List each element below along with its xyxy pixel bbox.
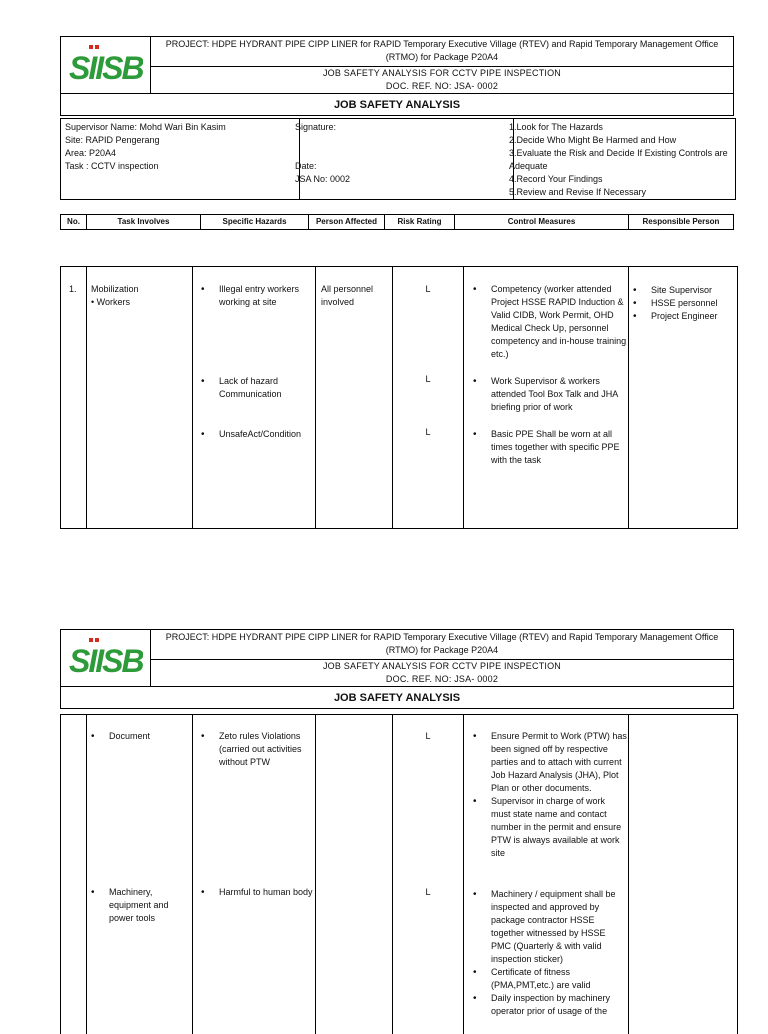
- jsa-table-row-2: [60, 714, 738, 1034]
- control-item: • Work Supervisor & workers attended Tool Box Talk and JHA briefing prior of work: [471, 375, 627, 414]
- control-list: [471, 375, 627, 414]
- control-list: [471, 283, 627, 361]
- person-affected: All personnel involved: [321, 284, 374, 307]
- control-list: [471, 730, 627, 860]
- control-list: [471, 888, 627, 1018]
- doc-ref: DOC. REF. NO: JSA- 0002: [385, 674, 499, 684]
- project-title: PROJECT: HDPE HYDRANT PIPE CIPP LINER for RAPID Temporary Executive Village (RTEV) and Rapid Temporary Management Office (RTMO) for Package P20A4: [151, 37, 733, 67]
- hazard-list: [199, 375, 313, 401]
- task-list: [89, 730, 191, 743]
- control-item: • Supervisor in charge of work must state name and contact number in the permit and ensure PTW is always available at work site: [471, 795, 627, 860]
- svg-text:SIISB: SIISB: [69, 643, 143, 679]
- document-header: [60, 36, 734, 116]
- hazard-item: • Illegal entry workers working at site: [199, 283, 313, 309]
- task-title: Mobilization: [91, 284, 139, 294]
- doc-ref: DOC. REF. NO: JSA- 0002: [385, 81, 499, 91]
- step-item: 3.Evaluate the Risk and Decide If Existing Controls are Adequate: [509, 148, 728, 171]
- jsa-title: JOB SAFETY ANALYSIS: [61, 93, 733, 116]
- risk-rating: L: [425, 284, 431, 294]
- hazard-list: [199, 428, 313, 441]
- table-column-headers: [60, 214, 734, 230]
- hazard-list: [199, 886, 313, 899]
- jsa-subtitle: JOB SAFETY ANALYSIS FOR CCTV PIPE INSPECTION: [322, 661, 562, 671]
- area-name: Area: P20A4: [65, 148, 117, 158]
- col-person: Person Affected: [309, 215, 385, 229]
- jsa-subtitle: JOB SAFETY ANALYSIS FOR CCTV PIPE INSPECTION: [322, 68, 562, 78]
- col-no: No.: [61, 215, 87, 229]
- project-title: PROJECT: HDPE HYDRANT PIPE CIPP LINER for RAPID Temporary Executive Village (RTEV) and Rapid Temporary Management Office (RTMO) for Package P20A4: [151, 630, 733, 660]
- site-name: Site: RAPID Pengerang: [65, 135, 160, 145]
- svg-text:SIISB: SIISB: [69, 50, 143, 86]
- info-steps-col: [505, 119, 735, 199]
- col-controls: Control Measures: [455, 215, 629, 229]
- control-item: • Competency (worker attended Project HSSE RAPID Induction & Valid CIDB, Work Permit, OHD Medical Check Up, personnel competency and in-house training etc.): [471, 283, 627, 361]
- task-item: • Workers: [91, 297, 130, 307]
- col-responsible: Responsible Person: [642, 217, 720, 226]
- hazard-list: [199, 730, 313, 769]
- risk-rating: L: [425, 427, 431, 437]
- responsible-item: • Project Engineer: [631, 310, 737, 323]
- step-item: 5.Review and Revise If Necessary: [509, 187, 647, 197]
- step-item: 1.Look for The Hazards: [509, 122, 603, 132]
- control-item: • Daily inspection by machinery operator prior of usage of the: [471, 992, 627, 1018]
- jsa-title: JOB SAFETY ANALYSIS: [61, 686, 733, 709]
- responsible-item: • HSSE personnel: [631, 297, 737, 310]
- risk-rating: L: [425, 887, 431, 897]
- info-block: [60, 118, 736, 200]
- col-risk: Risk Rating: [385, 215, 455, 229]
- step-item: 2.Decide Who Might Be Harmed and How: [509, 135, 677, 145]
- step-item: 4.Record Your Findings: [509, 174, 603, 184]
- jsa-no: JSA No: 0002: [295, 174, 351, 184]
- company-logo: [61, 37, 151, 93]
- control-item: • Ensure Permit to Work (PTW) has been signed off by respective parties and to attach with current Job Hazard Analysis (JHA), Plot Plan or other documents.: [471, 730, 627, 795]
- control-list: [471, 428, 627, 467]
- task-name: Task : CCTV inspection: [65, 161, 159, 171]
- info-supervisor-col: [61, 119, 300, 199]
- doc-subtitle: [151, 65, 733, 95]
- hazard-item: • Zeto rules Violations (carried out activities without PTW: [199, 730, 313, 769]
- date-label: Date:: [295, 161, 317, 171]
- responsible-item: • Site Supervisor: [631, 284, 737, 297]
- info-signature-col: [291, 119, 514, 199]
- hazard-item: • Harmful to human body: [199, 886, 313, 899]
- control-item: • Basic PPE Shall be worn at all times together with specific PPE with the task: [471, 428, 627, 467]
- col-hazards: Specific Hazards: [201, 215, 309, 229]
- hazard-list: [199, 283, 313, 309]
- risk-rating: L: [425, 374, 431, 384]
- task-item: • Machinery, equipment and power tools: [89, 886, 191, 925]
- hazard-item: • UnsafeAct/Condition: [199, 428, 313, 441]
- company-logo: [61, 630, 151, 686]
- hazard-item: • Lack of hazard Communication: [199, 375, 313, 401]
- jsa-table-row-1: [60, 266, 738, 529]
- supervisor-name: Supervisor Name: Mohd Wari Bin Kasim: [65, 122, 226, 132]
- task-item: • Document: [89, 730, 191, 743]
- control-item: • Machinery / equipment shall be inspected and approved by package contractor HSSE together witnessed by HSSE PMC (Quarterly & with valid inspection sticker): [471, 888, 627, 966]
- row-number: 1.: [69, 284, 77, 294]
- risk-rating: L: [425, 731, 431, 741]
- control-item: • Certificate of fitness (PMA,PMT,etc.) are valid: [471, 966, 627, 992]
- task-involves: [91, 283, 189, 309]
- task-list: [89, 886, 191, 925]
- col-task: Task Involves: [87, 215, 201, 229]
- responsible-list: [631, 284, 737, 323]
- document-header-page-2: [60, 629, 734, 709]
- doc-subtitle: [151, 658, 733, 688]
- signature-label: Signature:: [295, 122, 337, 132]
